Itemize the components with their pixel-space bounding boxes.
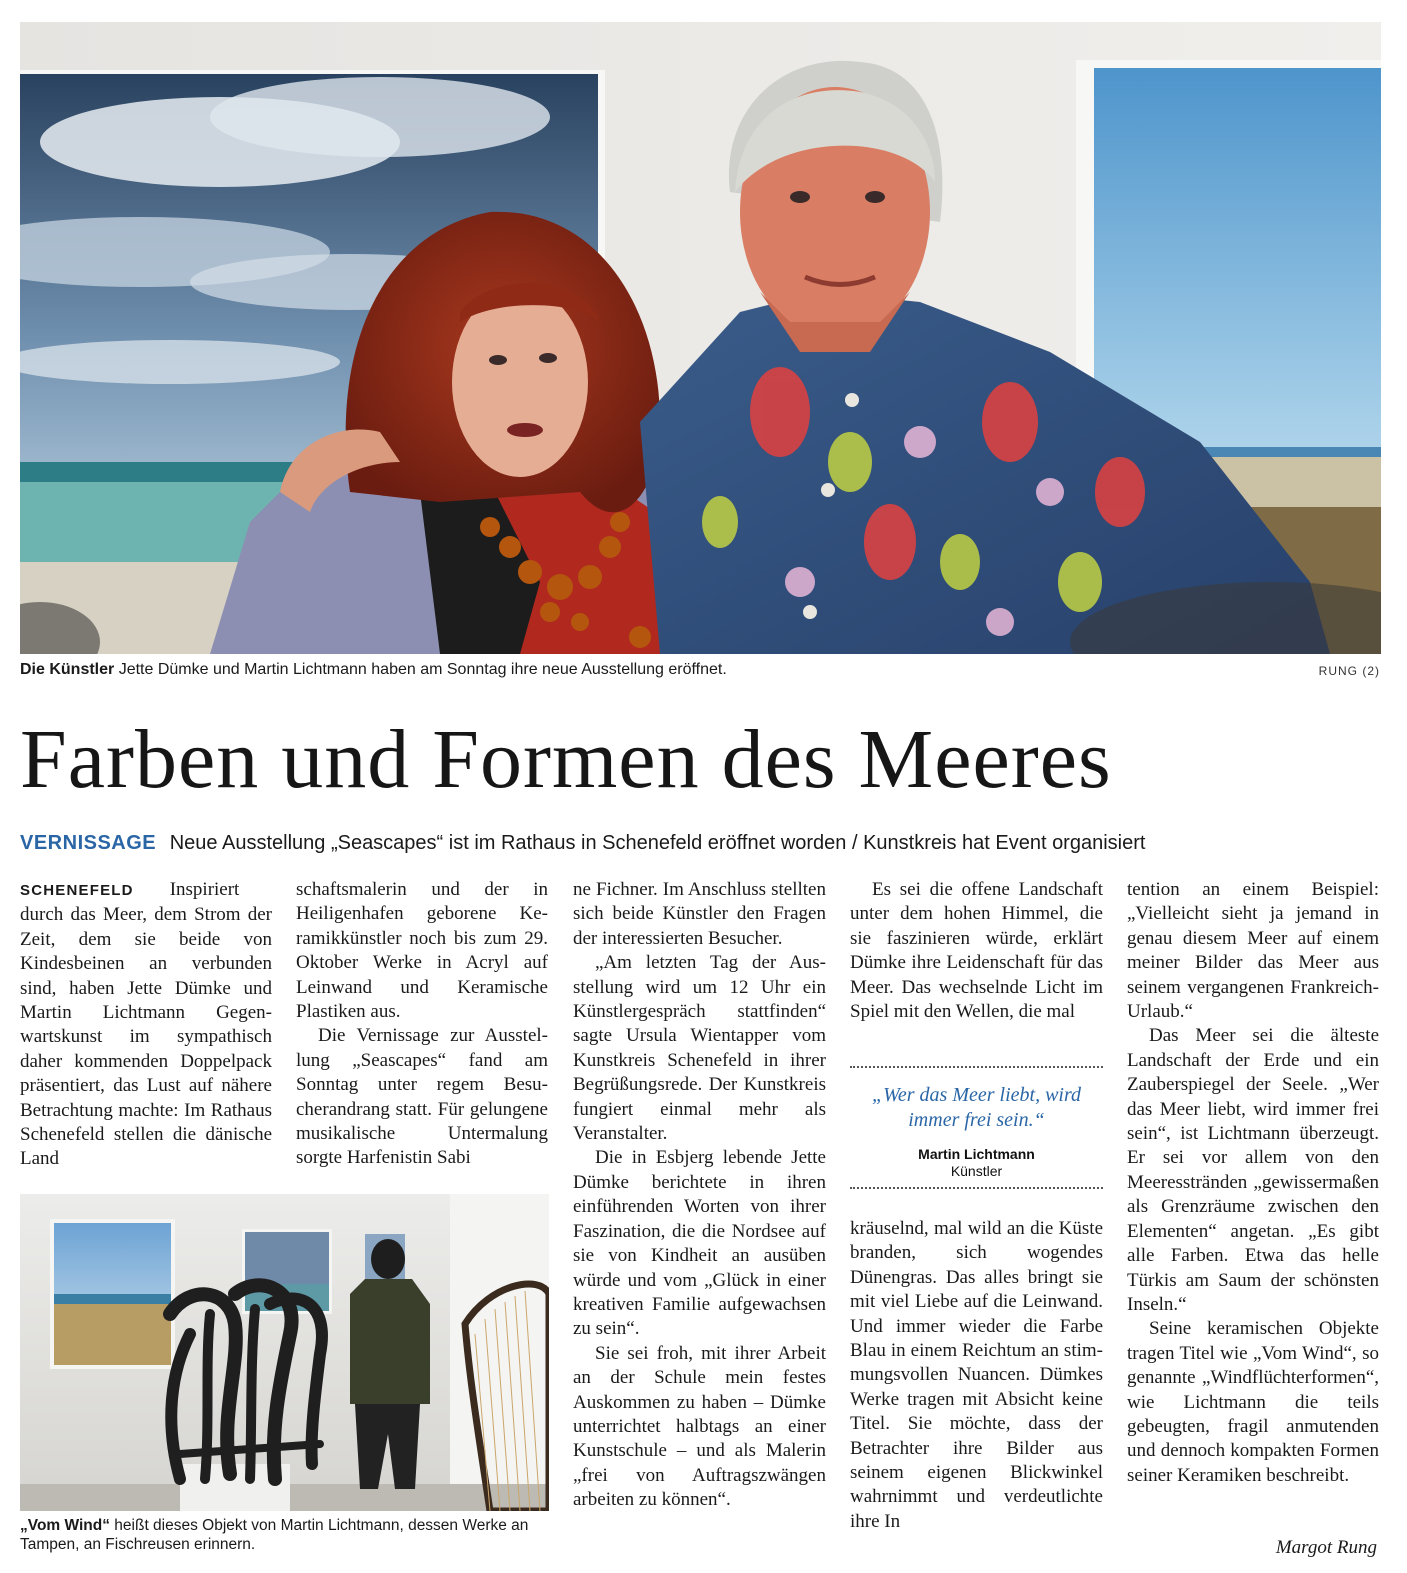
second-photo-caption-text: heißt dieses Objekt von Martin Lichtmann, dessen Werke an Tampen, an Fischreusen erinnern.: [20, 1517, 529, 1553]
photo-credit: RUNG (2): [1318, 664, 1380, 678]
column-1-text: Inspiriert durch das Meer, dem Strom der Zeit, dem sie beide von Kindesbeinen an verbunden sind, haben Jette Dümke und Martin Lichtmann Gegenwartskunst im sympathisch daher kommenden Doppelpack präsentiert, das Lust auf nähere Betrachtung machte: Im Rathaus Schenefeld stellen die dänische Land: [20, 879, 272, 1170]
main-photo-caption: [20, 660, 727, 680]
dateline: SCHENEFELD: [20, 882, 134, 899]
column-5-paragraph: Das Meer sei die älteste Landschaft der Erde und ein Zauberspiegel der Seele. „Wer das Meer liebt, wird immer frei sein“, ist Lichtmann überzeugt. Er sei vor allem von den Meeresstränden „gewissermaßen als Grenzräume zwischen den Elementen“ angetan. „Es gibt alle Farben. Etwa das helle Türkis am Saum der schönsten Inseln.“: [1127, 1025, 1379, 1315]
column-4-paragraph: kräuselnd, mal wild an die Küste branden, sich wogendes Dünengras. Das alles bringt sie mit viel Liebe auf die Leinwand. Und immer wieder die Farbe Blau in einem Reichtum an stimmungsvollen Nuancen. Dümkes Werke tragen mit Absicht keine Titel. Sie möchte, dass der Betrachter ihre Bilder aus seinem eigenen Blickwinkel wahrnimmt und verdeutlichte ihre In: [850, 1218, 1103, 1532]
second-photo-caption: [20, 1516, 550, 1554]
main-photo-caption-text: Jette Dümke und Martin Lichtmann haben am Sonntag ihre neue Ausstellung eröffnet.: [118, 661, 727, 678]
article-column-4-bottom: [850, 1217, 1103, 1534]
pull-quote-rule-bottom: [850, 1187, 1103, 1189]
deck-text: Neue Ausstellung „Seascapes“ ist im Rathaus in Schenefeld eröffnet worden / Kunstkreis hat Event organisiert: [169, 832, 1146, 854]
headline: Farben und Formen des Meeres: [20, 713, 1112, 806]
pull-quote-text: „Wer das Meer liebt, wird immer frei sein.“: [871, 1084, 1082, 1131]
column-4-paragraph: Es sei die offene Landschaft unter dem hohen Himmel, die sie faszinieren würde, erklärt Dümke ihre Leidenschaft für das Meer. Das wechselnde Licht im Spiel mit den Wellen, die mal: [850, 879, 1103, 1023]
byline: Margot Rung: [1275, 1537, 1377, 1558]
main-photo: [20, 22, 1381, 654]
article-column-4-top: [850, 878, 1103, 1024]
article-column-3: [573, 878, 826, 1513]
column-5-paragraph: tention an einem Beispiel: „Vielleicht sieht ja jemand in genau diesem Meer auf einem meiner Bilder das Meer aus seinem vergangenen Frankreich-Urlaub.“: [1127, 879, 1379, 1023]
column-3-paragraph: „Am letzten Tag der Ausstellung wird um 12 Uhr ein Künstlergespräch stattfinden“ sagte Ursula Wientapper vom Kunstkreis Schenefeld in ihrer Begrüßungsrede. Der Kunstkreis fungiert einmal mehr als Veranstalter.: [573, 952, 826, 1145]
kicker: VERNISSAGE: [20, 832, 157, 854]
main-photo-caption-lead: Die Künstler: [20, 661, 115, 678]
article-column-2: [296, 878, 548, 1171]
column-3-paragraph: ne Fichner. Im Anschluss stellten sich beide Künstler den Fragen der interessierten Besucher.: [573, 879, 826, 949]
column-2-paragraph: schaftsmalerin und der in Heiligenhafen geborene Keramikkünstler noch bis zum 29. Oktober Werke in Acryl auf Leinwand und Keramische Plastiken aus.: [296, 879, 548, 1023]
second-photo: [20, 1194, 549, 1511]
deck: [20, 830, 1390, 856]
column-3-paragraph: Sie sei froh, mit ihrer Arbeit an der Schule mein festes Auskommen zu haben – Dümke unterrichtet halbtags an einer Kunstschule – und als Malerin „frei von Auftragszwängen arbeiten zu können“.: [573, 1342, 826, 1511]
pull-quote-rule-top: [850, 1066, 1103, 1068]
second-photo-caption-lead: „Vom Wind“: [20, 1517, 110, 1534]
column-5-paragraph: Seine keramischen Objekte tragen Titel wie „Vom Wind“, so genannte „Windflüchterformen“, wie Lichtmann die teils gebeugten, fragil anmutenden und dennoch kompakten Formen seiner Keramiken beschreibt.: [1127, 1318, 1379, 1486]
column-2-paragraph: Die Vernissage zur Ausstellung „Seascapes“ fand am Sonntag unter regem Besucherandrang statt. Für gelungene musikalische Untermalung sorgte Harfenistin Sabi: [296, 1025, 548, 1169]
pull-quote-author: Martin Lichtmann: [918, 1146, 1035, 1162]
pull-quote-role: Künstler: [950, 1163, 1003, 1179]
article-column-1: [20, 878, 272, 1172]
column-3-paragraph: Die in Esbjerg lebende Jette Dümke berichtete in ihren einführenden Worten von ihrer Faszination, die die Nordsee auf sie von Kindheit an ausüben würde und vom „Glück in einer kreativen Familie aufgewachsen zu sein“.: [573, 1147, 826, 1340]
article-column-5: [1127, 878, 1379, 1488]
